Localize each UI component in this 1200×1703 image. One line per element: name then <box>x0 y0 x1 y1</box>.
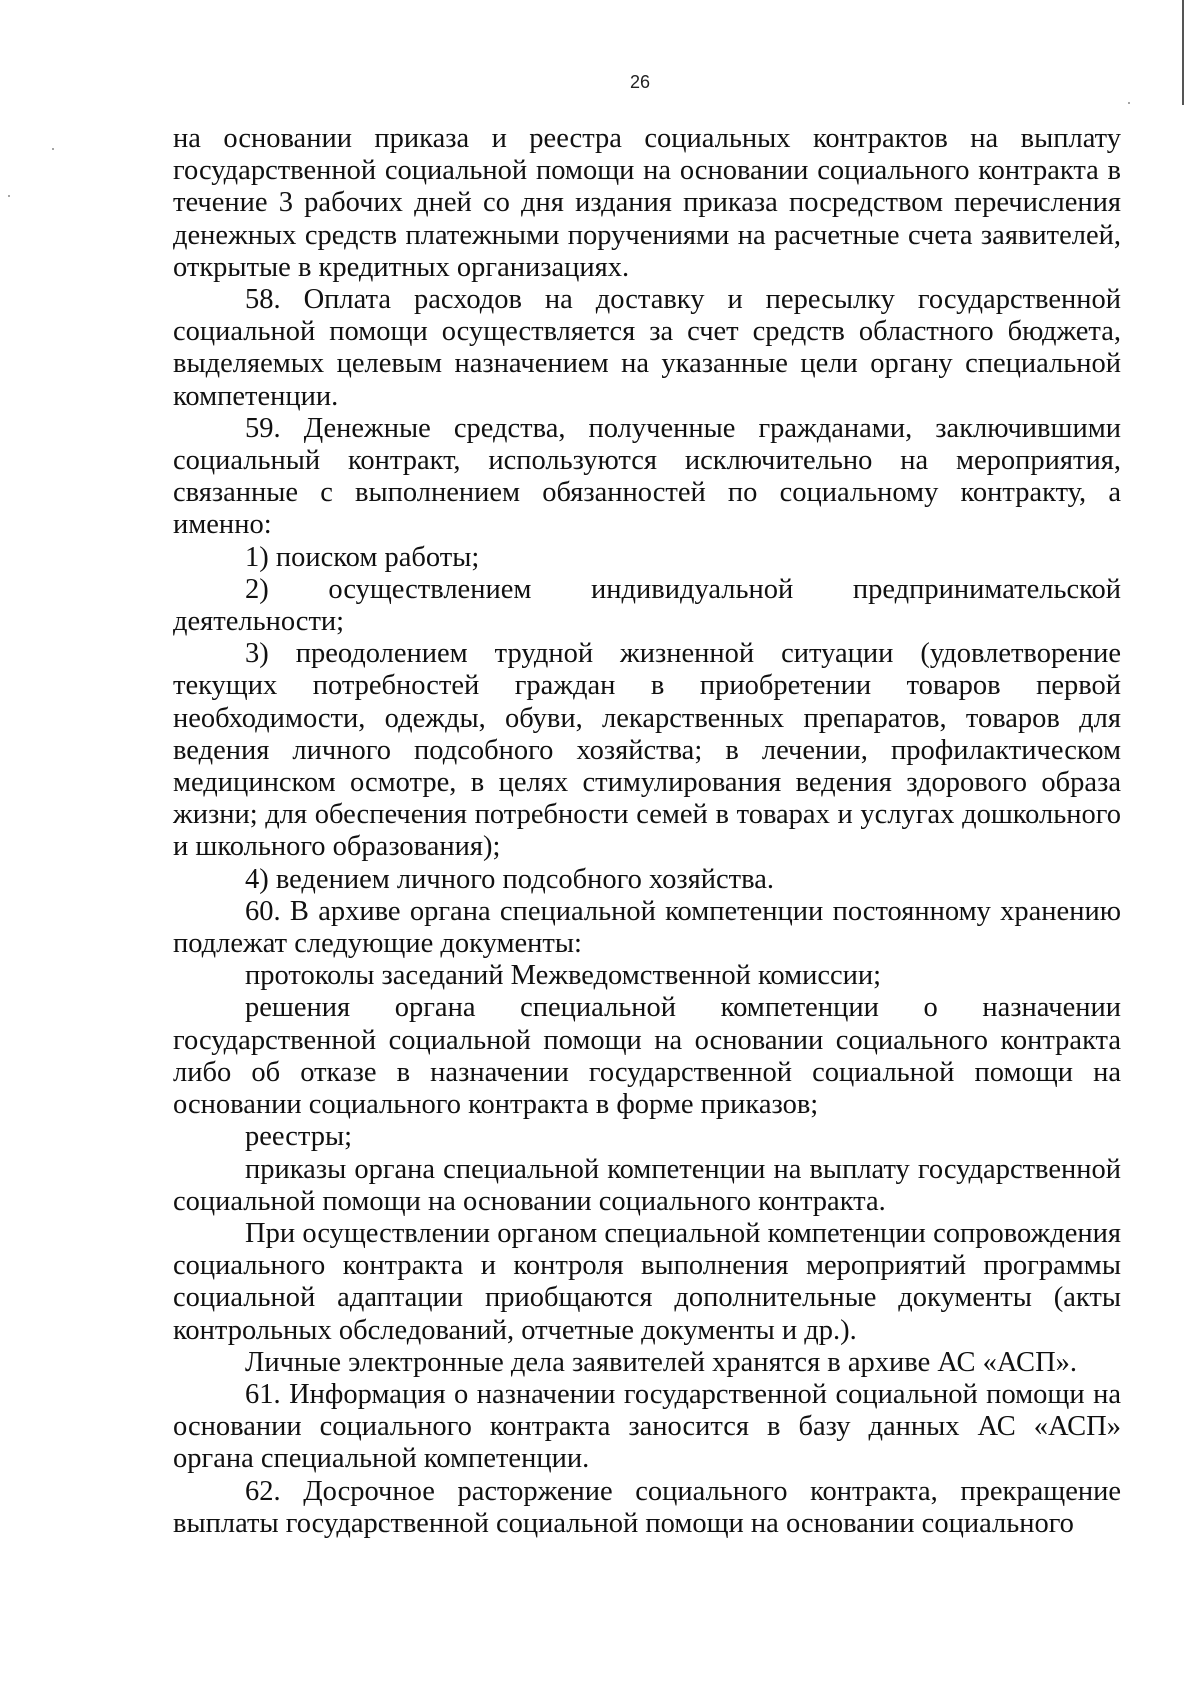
paragraph-59: 59. Денежные средства, полученные гражданами, заключившими социальный контракт, используются исключительно на мероприятия, связанные с выполнением обязанностей по социальному контракту, а именно: <box>173 412 1121 541</box>
paragraph-continuation: на основании приказа и реестра социальных контрактов на выплату государственной социальной помощи на основании социального контракта в течение 3 рабочих дней со дня издания приказа посредством перечисления денежных средств платежными поручениями на расчетные счета заявителей, открытые в кредитных организациях. <box>173 123 1121 283</box>
paragraph-60-electronic-files: Личные электронные дела заявителей хранятся в архиве АС «АСП». <box>245 1346 1078 1378</box>
paragraph-60-additional-docs: При осуществлении органом специальной компетенции сопровождения социального контракта и контроля выполнения мероприятий программы социальной адаптации приобщаются дополнительные документы (акты контрольных обследований, отчетные документы и др.). <box>173 1217 1121 1346</box>
list-item-59-1: 1) поиском работы; <box>245 541 480 573</box>
scan-speck <box>8 195 10 197</box>
paragraph-60-protocols: протоколы заседаний Межведомственной комиссии; <box>245 960 882 992</box>
list-item-59-3: 3) преодолением трудной жизненной ситуации (удовлетворение текущих потребностей граждан в приобретении товаров первой необходимости, одежды, обуви, лекарственных препаратов, товаров для ведения личного подсобного хозяйства; в лечении, профилактическом медицинском осмотре, в целях стимулирования ведения здорового образа жизни; для обеспечения потребности семей в товарах и услугах дошкольного и школьного образования); <box>173 638 1121 863</box>
page-number: 26 <box>629 72 651 92</box>
paragraph-60-orders: приказы органа специальной компетенции на выплату государственной социальной помощи на основании социального контракта. <box>173 1153 1121 1217</box>
paragraph-58: 58. Оплата расходов на доставку и пересылку государственной социальной помощи осуществляется за счет средств областного бюджета, выделяемых целевым назначением на указанные цели органу специальной компетенции. <box>173 284 1121 412</box>
list-item-59-2: 2) осуществлением индивидуальной предпринимательской деятельности; <box>173 573 1121 638</box>
list-item-59-4: 4) ведением личного подсобного хозяйства. <box>245 863 774 895</box>
paragraph-60-decisions: решения органа специальной компетенции о назначении государственной социальной помощи на основании социального контракта либо об отказе в назначении государственной социальной помощи на основании социального контракта в форме приказов; <box>173 992 1121 1121</box>
document-body <box>173 123 1121 1540</box>
paragraph-62: 62. Досрочное расторжение социального контракта, прекращение выплаты государственной социальной помощи на основании социального <box>173 1475 1121 1539</box>
paragraph-60: 60. В архиве органа специальной компетенции постоянному хранению подлежат следующие документы: <box>173 895 1121 960</box>
paragraph-61: 61. Информация о назначении государственной социальной помощи на основании социального контракта заносится в базу данных АС «АСП» органа специальной компетенции. <box>173 1378 1121 1475</box>
paragraph-60-registers: реестры; <box>245 1121 353 1153</box>
scan-speck <box>52 148 54 150</box>
scan-speck <box>1128 102 1130 104</box>
